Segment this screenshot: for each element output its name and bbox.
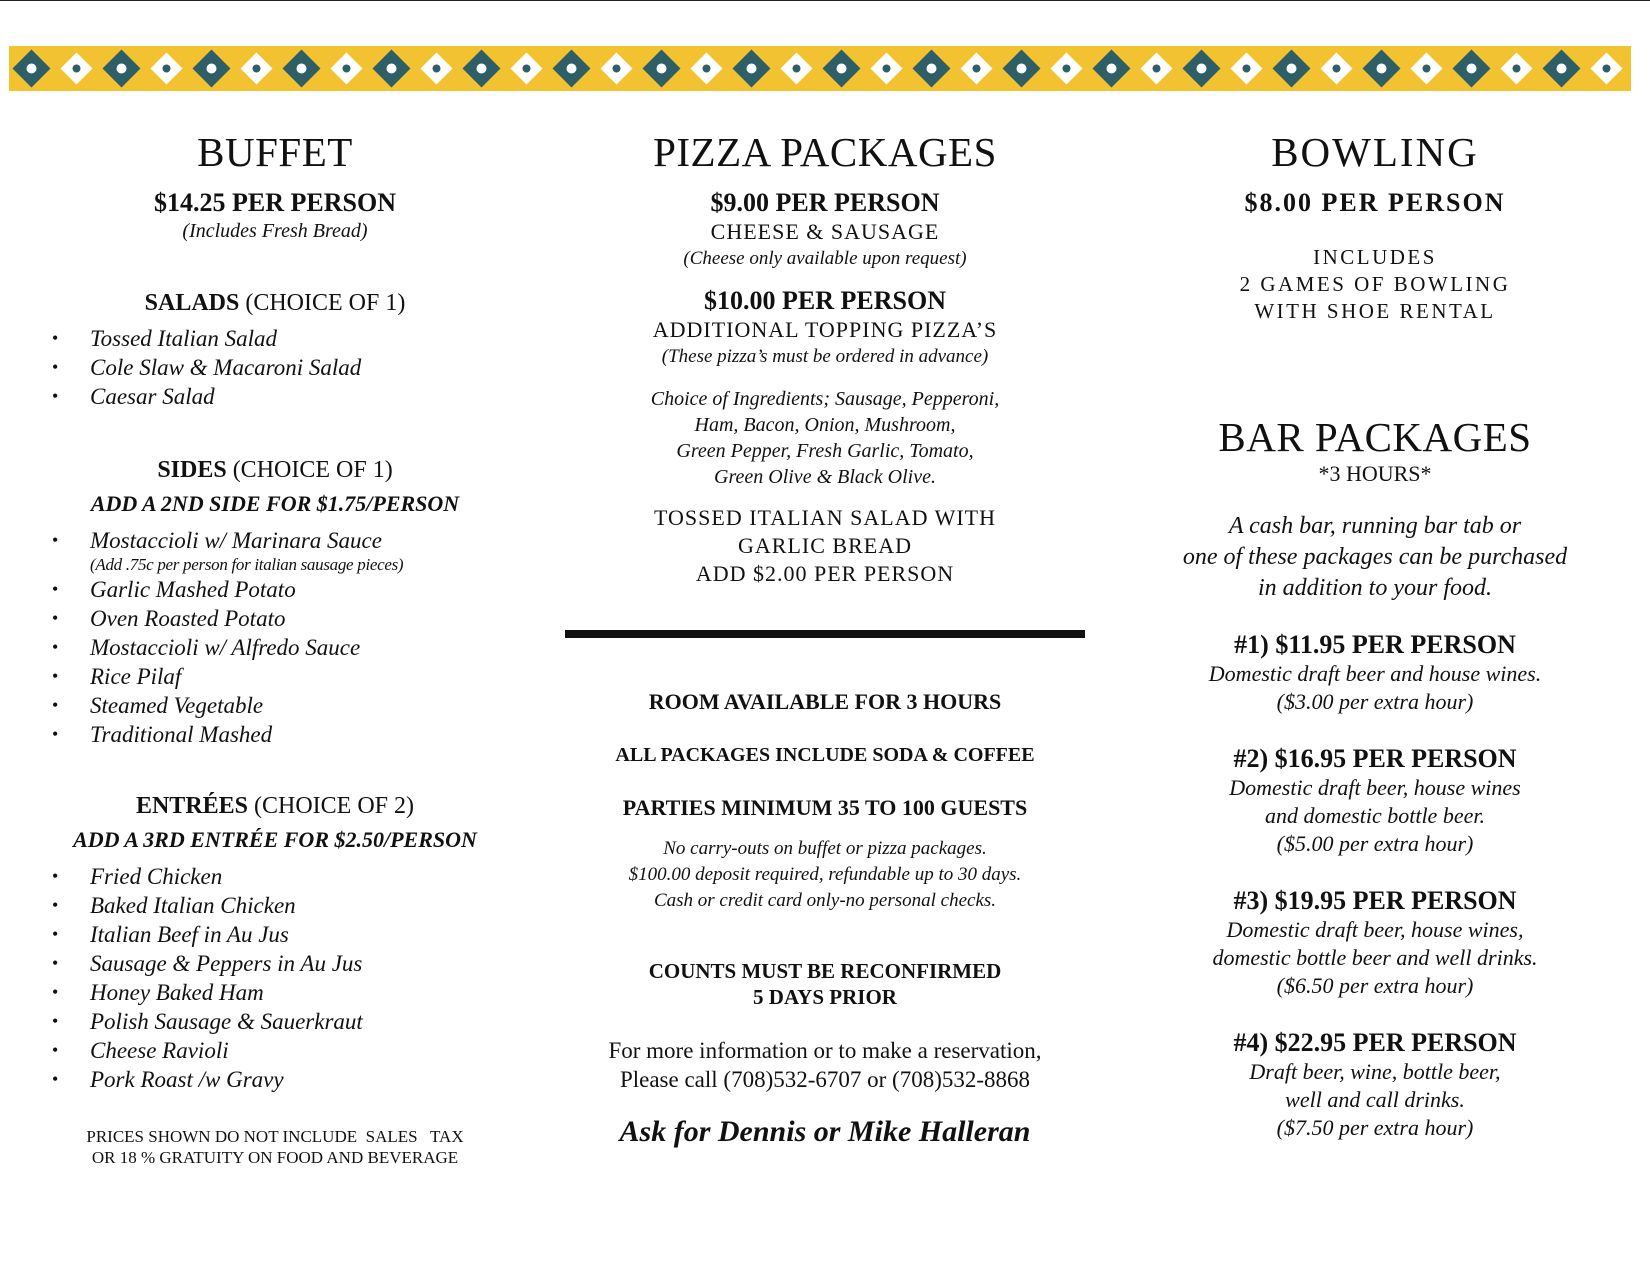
diamond-dot bbox=[1603, 65, 1611, 73]
section-divider bbox=[565, 630, 1085, 638]
intro-line: one of these packages can be purchased bbox=[1182, 544, 1568, 570]
bar-package-line: Domestic draft beer, house wines, bbox=[1226, 917, 1524, 942]
list-item: • Steamed Vegetable bbox=[40, 691, 510, 720]
contact-info bbox=[565, 1036, 1085, 1094]
contact-names: Ask for Dennis or Mike Halleran bbox=[619, 1115, 1031, 1148]
diamond-dot bbox=[793, 65, 801, 73]
diamond-dot bbox=[73, 65, 81, 73]
intro-line: A cash bar, running bar tab or bbox=[1228, 513, 1522, 539]
diamond-dot bbox=[433, 65, 441, 73]
bar-package-price: #3) $19.95 PER PERSON bbox=[1233, 886, 1517, 915]
buffet-title: BUFFET bbox=[197, 129, 353, 175]
includes-line: WITH SHOE RENTAL bbox=[1254, 299, 1496, 323]
bar-package-4 bbox=[1130, 1028, 1620, 1142]
diamond-dot bbox=[613, 65, 621, 73]
reconfirm-line: COUNTS MUST BE RECONFIRMED bbox=[648, 959, 1002, 983]
diamond-dot bbox=[657, 64, 667, 74]
bar-package-line: ($5.00 per extra hour) bbox=[1276, 831, 1474, 856]
diamond-dot bbox=[1467, 64, 1477, 74]
room-availability: ROOM AVAILABLE FOR 3 HOURS bbox=[648, 689, 1002, 714]
pizza-column bbox=[565, 128, 1085, 1150]
bar-intro bbox=[1130, 511, 1620, 604]
entrees-addon: ADD A 3RD ENTRÉE FOR $2.50/PERSON bbox=[73, 827, 477, 852]
decorative-diamond-border bbox=[9, 46, 1631, 91]
list-item: • Fried Chicken bbox=[40, 862, 510, 891]
bar-package-line: Domestic draft beer and house wines. bbox=[1208, 661, 1542, 686]
entrees-list bbox=[40, 862, 510, 1094]
sides-list bbox=[40, 526, 510, 555]
bar-package-line: ($3.00 per extra hour) bbox=[1276, 689, 1474, 714]
price-disclaimer bbox=[40, 1126, 510, 1168]
list-item: • Rice Pilaf bbox=[40, 662, 510, 691]
diamond-dot bbox=[973, 65, 981, 73]
list-item: • Cheese Ravioli bbox=[40, 1036, 510, 1065]
policy-line: Cash or credit card only-no personal checks. bbox=[653, 890, 997, 911]
list-item: • Polish Sausage & Sauerkraut bbox=[40, 1007, 510, 1036]
intro-line: in addition to your food. bbox=[1258, 575, 1492, 601]
bar-title: BAR PACKAGES bbox=[1218, 414, 1532, 460]
diamond-dot bbox=[207, 64, 217, 74]
party-size-note: PARTIES MINIMUM 35 TO 100 GUESTS bbox=[622, 795, 1028, 820]
diamond-dot bbox=[297, 64, 307, 74]
sides-addon: ADD A 2ND SIDE FOR $1.75/PERSON bbox=[90, 491, 460, 516]
salads-heading bbox=[40, 288, 510, 318]
buffet-price-note: (Includes Fresh Bread) bbox=[182, 220, 368, 242]
bar-package-price: #1) $11.95 PER PERSON bbox=[1234, 630, 1516, 659]
diamond-dot bbox=[567, 64, 577, 74]
list-item: • Garlic Mashed Potato bbox=[40, 575, 510, 604]
list-item: • Oven Roasted Potato bbox=[40, 604, 510, 633]
salads-choice: (CHOICE OF 1) bbox=[245, 290, 406, 316]
diamond-dot bbox=[747, 64, 757, 74]
salad-addon-line: TOSSED ITALIAN SALAD WITH bbox=[653, 505, 996, 530]
bar-package-2 bbox=[1130, 744, 1620, 858]
ingredients-line: Green Pepper, Fresh Garlic, Tomato, bbox=[676, 440, 974, 462]
bowling-includes bbox=[1130, 244, 1620, 325]
deposit-policy bbox=[565, 836, 1085, 914]
buffet-column bbox=[40, 128, 510, 1168]
salads-list bbox=[40, 324, 510, 411]
bar-package-line: and domestic bottle beer. bbox=[1265, 803, 1485, 828]
top-rule bbox=[0, 0, 1650, 1]
pizza-package-1-note: (Cheese only available upon request) bbox=[683, 248, 967, 269]
diamond-dot bbox=[1243, 65, 1251, 73]
includes-line: 2 GAMES OF BOWLING bbox=[1239, 272, 1511, 296]
bowling-bar-column bbox=[1130, 128, 1620, 1142]
bar-package-line: ($7.50 per extra hour) bbox=[1276, 1115, 1474, 1140]
policy-line: $100.00 deposit required, refundable up to 30 days. bbox=[628, 864, 1022, 885]
entrees-heading bbox=[40, 791, 510, 821]
diamond-dot bbox=[1333, 65, 1341, 73]
bar-package-line: domestic bottle beer and well drinks. bbox=[1212, 945, 1538, 970]
diamond-dot bbox=[343, 65, 351, 73]
ingredients-line: Ham, Bacon, Onion, Mushroom, bbox=[694, 414, 956, 436]
list-item: • Tossed Italian Salad bbox=[40, 324, 510, 353]
bar-duration: *3 HOURS* bbox=[1318, 461, 1432, 486]
bar-package-1 bbox=[1130, 630, 1620, 716]
reconfirm-note bbox=[565, 958, 1085, 1010]
entrees-label: ENTRÉES bbox=[135, 793, 249, 819]
disclaimer-line: PRICES SHOWN DO NOT INCLUDE SALES TAX bbox=[86, 1127, 464, 1146]
diamond-dot bbox=[1017, 64, 1027, 74]
list-item: • Traditional Mashed bbox=[40, 720, 510, 749]
disclaimer-line: OR 18 % GRATUITY ON FOOD AND BEVERAGE bbox=[91, 1148, 459, 1167]
sides-heading bbox=[40, 455, 510, 485]
pizza-package-2-note: (These pizza’s must be ordered in advance) bbox=[661, 346, 989, 367]
diamond-dot bbox=[1377, 64, 1387, 74]
list-item: • Italian Beef in Au Jus bbox=[40, 920, 510, 949]
diamond-dot bbox=[883, 65, 891, 73]
diamond-dot bbox=[523, 65, 531, 73]
bar-package-price: #2) $16.95 PER PERSON bbox=[1233, 744, 1517, 773]
sides-choice: (CHOICE OF 1) bbox=[232, 457, 393, 483]
salad-addon-line: ADD $2.00 PER PERSON bbox=[695, 561, 955, 586]
diamond-dot bbox=[27, 64, 37, 74]
ingredients-line: Green Olive & Black Olive. bbox=[714, 466, 936, 488]
contact-line: For more information or to make a reservation, bbox=[608, 1038, 1042, 1063]
list-item: • Pork Roast /w Gravy bbox=[40, 1065, 510, 1094]
bar-package-line: ($6.50 per extra hour) bbox=[1276, 973, 1474, 998]
includes-line: INCLUDES bbox=[1313, 245, 1437, 269]
sides-label: SIDES bbox=[157, 457, 227, 483]
bowling-title: BOWLING bbox=[1271, 129, 1479, 175]
diamond-dot bbox=[1557, 64, 1567, 74]
pizza-ingredients bbox=[565, 386, 1085, 490]
policy-line: No carry-outs on buffet or pizza packages. bbox=[663, 838, 987, 859]
bar-package-3 bbox=[1130, 886, 1620, 1000]
diamond-dot bbox=[1107, 64, 1117, 74]
pizza-package-1-price: $9.00 PER PERSON bbox=[710, 188, 940, 217]
list-item: • Baked Italian Chicken bbox=[40, 891, 510, 920]
diamond-dot bbox=[163, 65, 171, 73]
salads-label: SALADS bbox=[144, 290, 240, 316]
salad-addon-line: GARLIC BREAD bbox=[738, 533, 912, 558]
entrees-choice: (CHOICE OF 2) bbox=[254, 793, 415, 819]
bowling-price: $8.00 PER PERSON bbox=[1244, 188, 1506, 217]
diamond-dot bbox=[927, 64, 937, 74]
bar-package-line: well and call drinks. bbox=[1285, 1087, 1465, 1112]
bar-package-price: #4) $22.95 PER PERSON bbox=[1233, 1028, 1517, 1057]
list-item: • Caesar Salad bbox=[40, 382, 510, 411]
sausage-note: (Add .75c per person for italian sausage pieces) bbox=[90, 555, 404, 574]
soda-coffee-note: ALL PACKAGES INCLUDE SODA & COFFEE bbox=[615, 744, 1035, 766]
diamond-dot bbox=[1423, 65, 1431, 73]
bar-package-line: Draft beer, wine, bottle beer, bbox=[1249, 1059, 1501, 1084]
pizza-package-2-price: $10.00 PER PERSON bbox=[704, 286, 946, 315]
list-item: • Mostaccioli w/ Marinara Sauce bbox=[40, 526, 510, 555]
reconfirm-line: 5 DAYS PRIOR bbox=[753, 985, 897, 1009]
diamond-dot bbox=[1153, 65, 1161, 73]
diamond-dot bbox=[253, 65, 261, 73]
list-item: • Cole Slaw & Macaroni Salad bbox=[40, 353, 510, 382]
pizza-title: PIZZA PACKAGES bbox=[653, 129, 997, 175]
buffet-price: $14.25 PER PERSON bbox=[154, 188, 396, 217]
diamond-dot bbox=[837, 64, 847, 74]
diamond-dot bbox=[387, 64, 397, 74]
pizza-salad-addon bbox=[565, 504, 1085, 588]
ingredients-line: Choice of Ingredients; Sausage, Pepperoni, bbox=[650, 388, 1000, 410]
diamond-dot bbox=[117, 64, 127, 74]
sides-list-cont bbox=[40, 575, 510, 749]
list-item: • Honey Baked Ham bbox=[40, 978, 510, 1007]
pizza-package-2-name: ADDITIONAL TOPPING PIZZA’S bbox=[652, 317, 998, 342]
diamond-dot bbox=[703, 65, 711, 73]
list-item: • Mostaccioli w/ Alfredo Sauce bbox=[40, 633, 510, 662]
diamond-dot bbox=[1197, 64, 1207, 74]
diamond-dot bbox=[1287, 64, 1297, 74]
diamond-dot bbox=[1063, 65, 1071, 73]
list-item: • Sausage & Peppers in Au Jus bbox=[40, 949, 510, 978]
pizza-package-1-name: CHEESE & SAUSAGE bbox=[710, 219, 940, 244]
bar-package-line: Domestic draft beer, house wines bbox=[1229, 775, 1521, 800]
contact-line: Please call (708)532-6707 or (708)532-8868 bbox=[619, 1067, 1031, 1092]
diamond-dot bbox=[1513, 65, 1521, 73]
diamond-dot bbox=[477, 64, 487, 74]
